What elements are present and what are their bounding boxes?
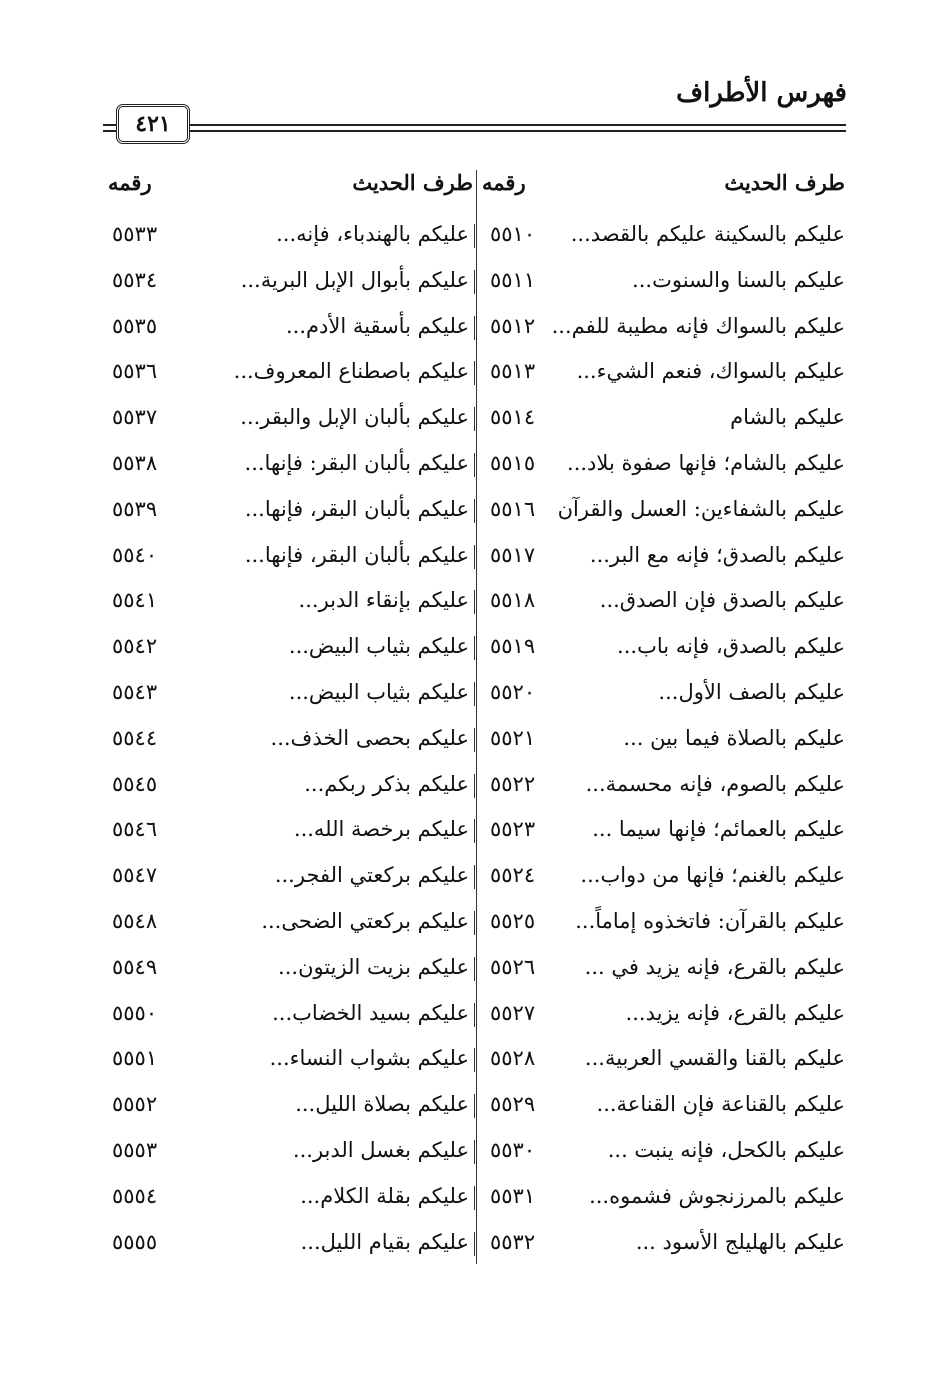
- hadith-term: عليكم بألبان البقر، فإنها...: [244, 542, 469, 567]
- hadith-term: عليكم بالسواك، فنعم الشيء...: [576, 359, 845, 384]
- index-entry: [0, 1092, 949, 1126]
- header-rule-stub: [103, 124, 117, 126]
- hadith-term: عليكم بالصدق؛ فإنه مع البر...: [589, 542, 845, 567]
- index-entry: [0, 634, 949, 668]
- hadith-number: ٥٥٢٨: [490, 1046, 536, 1071]
- hadith-number: ٥٥١٦: [490, 496, 536, 521]
- hadith-term: عليكم بالصلاة فيما بين ...: [623, 725, 845, 750]
- index-entry: [0, 863, 949, 897]
- hadith-number: ٥٥١٧: [490, 542, 536, 567]
- hadith-term: عليكم بالقرع، فإنه يزيد...: [625, 1000, 845, 1025]
- hadith-number: ٥٥٣٧: [112, 405, 158, 430]
- hadith-number: ٥٥٤٤: [112, 725, 158, 750]
- hadith-number: ٥٥٤٣: [112, 680, 158, 704]
- index-entry: [0, 909, 949, 943]
- hadith-term: عليكم بثياب البيض...: [288, 680, 469, 704]
- hadith-term: عليكم بالهندباء، فإنه...: [276, 222, 469, 246]
- page-title: فهرس الأطراف: [676, 78, 847, 108]
- index-entry: [0, 451, 949, 485]
- index-entry: [0, 222, 949, 256]
- hadith-number: ٥٥١٩: [490, 634, 536, 659]
- hadith-number: ٥٥٣٨: [112, 451, 158, 475]
- hadith-term: عليكم بالقنا والقسي العربية...: [584, 1046, 845, 1071]
- index-entry: [0, 1184, 949, 1218]
- hadith-term: عليكم بثياب البيض...: [288, 634, 469, 659]
- hadith-term: عليكم بالصوم، فإنه محسمة...: [585, 771, 845, 796]
- hadith-number: ٥٥٤٩: [112, 954, 158, 979]
- hadith-term: عليكم بألبان الإبل والبقر...: [240, 405, 469, 430]
- hadith-number: ٥٥٥١: [112, 1046, 158, 1071]
- hadith-number: ٥٥٤٠: [112, 542, 158, 567]
- hadith-number: ٥٥٣١: [490, 1183, 536, 1208]
- hadith-number: ٥٥٤٢: [112, 634, 158, 659]
- hadith-term: عليكم بإنقاء الدبر...: [298, 588, 469, 613]
- left-number-header: رقمه: [108, 170, 152, 195]
- index-entry: [0, 543, 949, 577]
- index-entry: [0, 772, 949, 806]
- hadith-term: عليكم بالكحل، فإنه ينبت ...: [607, 1138, 845, 1162]
- hadith-term: عليكم بسيد الخضاب...: [272, 1000, 469, 1025]
- hadith-term: عليكم بشواب النساء...: [269, 1046, 469, 1071]
- index-entry: [0, 1230, 949, 1264]
- hadith-number: ٥٥٤١: [112, 588, 158, 613]
- hadith-term: عليكم بالشفاءين: العسل والقرآن: [557, 496, 845, 521]
- hadith-term: عليكم بالصف الأول...: [658, 680, 845, 704]
- hadith-term: عليكم بالمرزنجوش فشموه...: [589, 1183, 845, 1208]
- hadith-term: عليكم بصلاة الليل...: [295, 1092, 469, 1117]
- hadith-number: ٥٥٥٣: [112, 1138, 158, 1162]
- hadith-term: عليكم بالعمائم؛ فإنها سيما ...: [592, 817, 845, 842]
- hadith-number: ٥٥٥٠: [112, 1000, 158, 1025]
- hadith-term: عليكم بركعتي الفجر...: [274, 863, 469, 888]
- hadith-term: عليكم بالقرع، فإنه يزيد في ...: [584, 954, 845, 979]
- index-entry: [0, 268, 949, 302]
- hadith-number: ٥٥١٢: [490, 313, 536, 338]
- hadith-number: ٥٥١٥: [490, 451, 536, 475]
- hadith-number: ٥٥٤٧: [112, 863, 158, 888]
- hadith-term: عليكم بالسواك فإنه مطيبة للفم...: [551, 313, 845, 338]
- hadith-number: ٥٥٢٦: [490, 954, 536, 979]
- hadith-number: ٥٥٤٦: [112, 817, 158, 842]
- header-rule: [190, 124, 846, 126]
- hadith-number: ٥٥١٠: [490, 222, 536, 246]
- hadith-number: ٥٥٢٥: [490, 909, 536, 933]
- header-rule-stub: [103, 130, 117, 132]
- hadith-number: ٥٥٢٤: [490, 863, 536, 888]
- hadith-number: ٥٥٣٢: [490, 1229, 536, 1254]
- hadith-number: ٥٥٥٢: [112, 1092, 158, 1117]
- hadith-number: ٥٥٢٠: [490, 680, 536, 704]
- hadith-number: ٥٥٣٩: [112, 496, 158, 521]
- hadith-term: عليكم بزيت الزيتون...: [278, 954, 469, 979]
- hadith-term: عليكم بالهليلج الأسود ...: [635, 1229, 845, 1254]
- hadith-term: عليكم بغسل الدبر...: [292, 1138, 469, 1162]
- hadith-number: ٥٥٣٦: [112, 359, 158, 384]
- index-entry: [0, 1001, 949, 1035]
- hadith-term: عليكم بالصدق، فإنه باب...: [617, 634, 845, 659]
- index-entry: [0, 588, 949, 622]
- right-number-header: رقمه: [482, 170, 526, 195]
- hadith-term: عليكم برخصة الله...: [293, 817, 469, 842]
- hadith-term: عليكم بركعتي الضحى...: [261, 909, 469, 933]
- hadith-term: عليكم بالسنا والسنوت...: [632, 267, 845, 292]
- hadith-term: عليكم بألبان البقر، فإنها...: [244, 496, 469, 521]
- hadith-term: عليكم بقيام الليل...: [300, 1229, 469, 1254]
- hadith-term: عليكم بذكر ربكم...: [304, 771, 469, 796]
- page-number: ٤٢١: [116, 104, 190, 144]
- hadith-term: عليكم بقلة الكلام...: [300, 1183, 469, 1208]
- hadith-term: عليكم بأسقية الأدم...: [286, 313, 469, 338]
- hadith-number: ٥٥٣٠: [490, 1138, 536, 1162]
- index-entry: [0, 817, 949, 851]
- hadith-term: عليكم باصطناع المعروف...: [233, 359, 469, 384]
- index-entry: [0, 359, 949, 393]
- hadith-term: عليكم بالشام؛ فإنها صفوة بلاد...: [567, 451, 845, 475]
- hadith-term: عليكم بالسكينة عليكم بالقصد...: [570, 222, 845, 246]
- left-term-header: طرف الحديث: [352, 170, 473, 195]
- index-entry: [0, 726, 949, 760]
- hadith-number: ٥٥٢١: [490, 725, 536, 750]
- hadith-number: ٥٥٣٣: [112, 222, 158, 246]
- hadith-number: ٥٥١٨: [490, 588, 536, 613]
- index-entry: [0, 1046, 949, 1080]
- hadith-term: عليكم بالشام: [730, 405, 845, 430]
- index-entry: [0, 314, 949, 348]
- hadith-term: عليكم بأبوال الإبل البرية...: [240, 267, 469, 292]
- hadith-number: ٥٥٢٧: [490, 1000, 536, 1025]
- hadith-number: ٥٥١٤: [490, 405, 536, 430]
- hadith-number: ٥٥٢٣: [490, 817, 536, 842]
- hadith-term: عليكم بالغنم؛ فإنها من دواب...: [580, 863, 845, 888]
- hadith-term: عليكم بالقرآن: فاتخذوه إماماً...: [575, 909, 845, 933]
- hadith-number: ٥٥٣٥: [112, 313, 158, 338]
- index-entry: [0, 497, 949, 531]
- hadith-term: عليكم بحصى الخذف...: [270, 725, 469, 750]
- hadith-number: ٥٥٤٨: [112, 909, 158, 933]
- hadith-number: ٥٥٢٢: [490, 771, 536, 796]
- header-rule: [190, 130, 846, 132]
- hadith-term: عليكم بالقناعة فإن القناعة...: [596, 1092, 845, 1117]
- hadith-number: ٥٥٤٥: [112, 771, 158, 796]
- index-entry: [0, 405, 949, 439]
- hadith-number: ٥٥١١: [490, 267, 536, 292]
- hadith-number: ٥٥٣٤: [112, 267, 158, 292]
- hadith-term: عليكم بالصدق فإن الصدق...: [599, 588, 845, 613]
- hadith-term: عليكم بألبان البقر: فإنها...: [244, 451, 469, 475]
- index-entry: [0, 955, 949, 989]
- right-term-header: طرف الحديث: [724, 170, 845, 195]
- hadith-number: ٥٥١٣: [490, 359, 536, 384]
- index-entry: [0, 680, 949, 714]
- hadith-number: ٥٥٥٤: [112, 1183, 158, 1208]
- index-entry: [0, 1138, 949, 1172]
- hadith-number: ٥٥٥٥: [112, 1229, 158, 1254]
- hadith-number: ٥٥٢٩: [490, 1092, 536, 1117]
